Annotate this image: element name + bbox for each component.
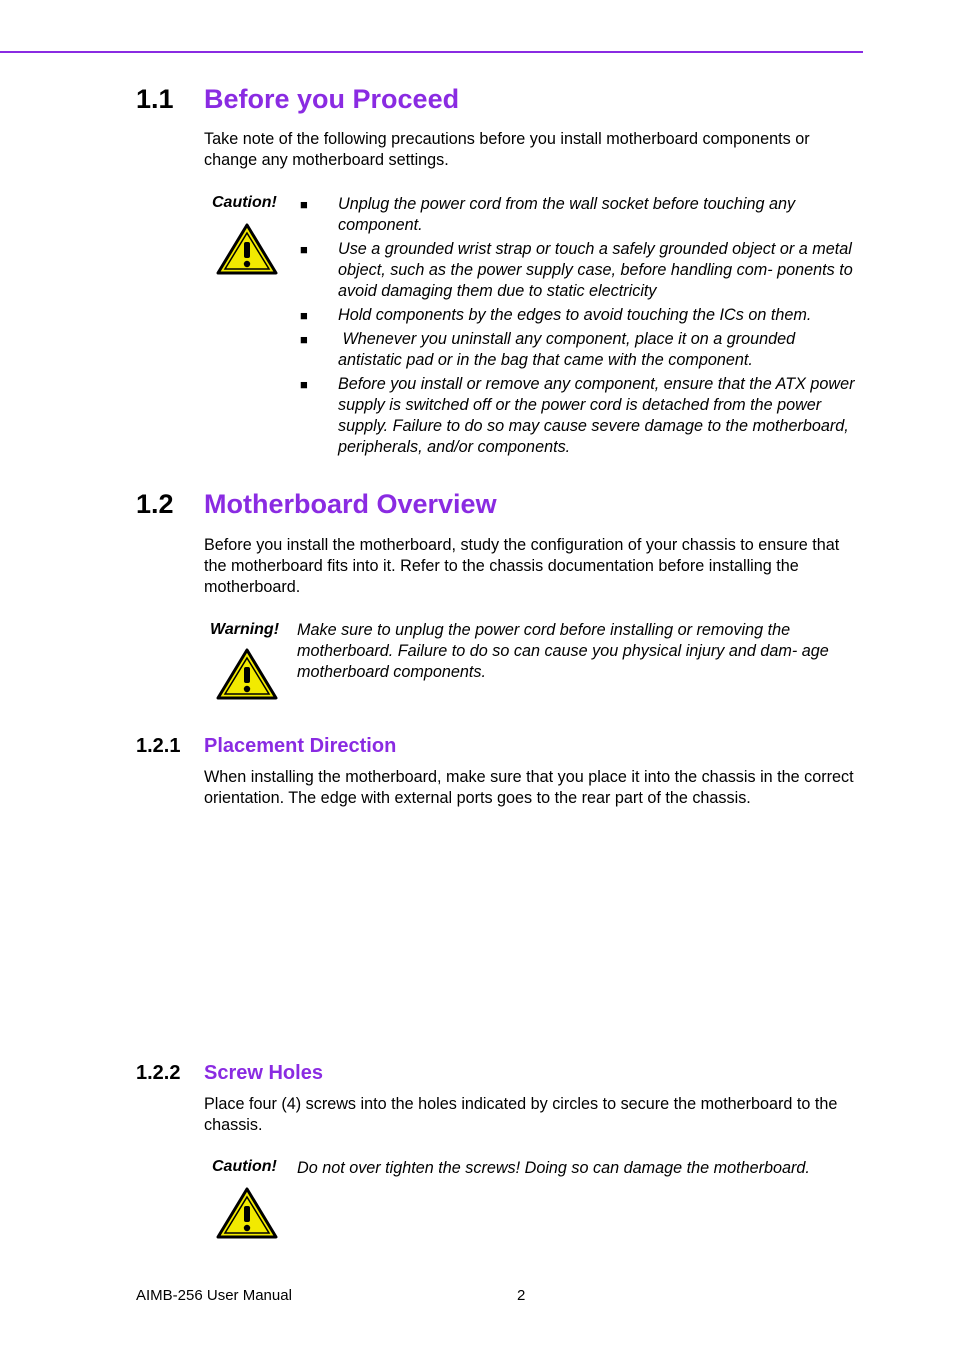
warning-text: Make sure to unplug the power cord before installing or removing the motherboard. Failure to do so can cause you physical injury and dam- age motherboard components.	[297, 621, 829, 681]
bullet-item: ■ Before you install or remove any component, ensure that the ATX power supply is switched off or the power cord is detached from the power supply. Failure to do so may cause severe damage to the motherboard, peripherals, and/or components.	[300, 375, 855, 456]
footer-manual-title: AIMB-256 User Manual	[136, 1287, 292, 1304]
caution-label-2: Caution!	[212, 1158, 277, 1175]
header-rule	[0, 51, 863, 53]
bullet-item: ■ Use a grounded wrist strap or touch a safely grounded object or a metal object, such as the power supply case, before handling com- ponents to avoid damaging them due to static electricity	[300, 240, 853, 300]
bullet-item: ■ Unplug the power cord from the wall socket before touching any component.	[300, 195, 796, 234]
section-1-1-intro: Take note of the following precautions before you install motherboard components or change any motherboard settings.	[204, 130, 810, 169]
bullet-square-icon: ■	[300, 332, 308, 347]
section-1-1-number: 1.1	[136, 84, 174, 114]
section-1-1-title: Before you Proceed	[204, 84, 460, 114]
section-1-2-1-number: 1.2.1	[136, 735, 181, 757]
warning-triangle-icon	[216, 1187, 278, 1239]
section-1-2-2-text: Place four (4) screws into the holes indicated by circles to secure the motherboard to the chassis.	[204, 1095, 838, 1134]
footer-page-number: 2	[517, 1287, 526, 1304]
bullet-square-icon: ■	[300, 377, 308, 392]
warning-label: Warning!	[210, 621, 280, 638]
section-1-2-number: 1.2	[136, 489, 174, 519]
section-1-2-2-number: 1.2.2	[136, 1062, 181, 1084]
section-1-2-1-text: When installing the motherboard, make sure that you place it into the chassis in the correct orientation. The edge with external ports goes to the rear part of the chassis.	[204, 768, 854, 807]
section-1-2-1-title: Placement Direction	[204, 735, 397, 757]
bullet-item: ■ Hold components by the edges to avoid touching the ICs on them.	[300, 306, 812, 324]
caution-bullet-list	[300, 194, 862, 461]
bullet-item: ■ Whenever you uninstall any component, place it on a grounded antistatic pad or in the bag that came with the component.	[300, 330, 800, 369]
warning-triangle-icon	[216, 648, 278, 700]
bullet-square-icon: ■	[300, 242, 308, 257]
section-1-2-title: Motherboard Overview	[204, 489, 497, 519]
caution-label-1: Caution!	[212, 194, 277, 211]
caution-text-2: Do not over tighten the screws! Doing so can damage the motherboard.	[297, 1159, 810, 1177]
bullet-square-icon: ■	[300, 308, 308, 323]
bullet-square-icon: ■	[300, 197, 308, 212]
section-1-2-2-title: Screw Holes	[204, 1062, 323, 1084]
warning-triangle-icon	[216, 223, 278, 275]
section-1-2-intro: Before you install the motherboard, study the configuration of your chassis to ensure that the motherboard fits into it. Refer to the chassis documentation before installing the motherboard.	[204, 536, 840, 596]
